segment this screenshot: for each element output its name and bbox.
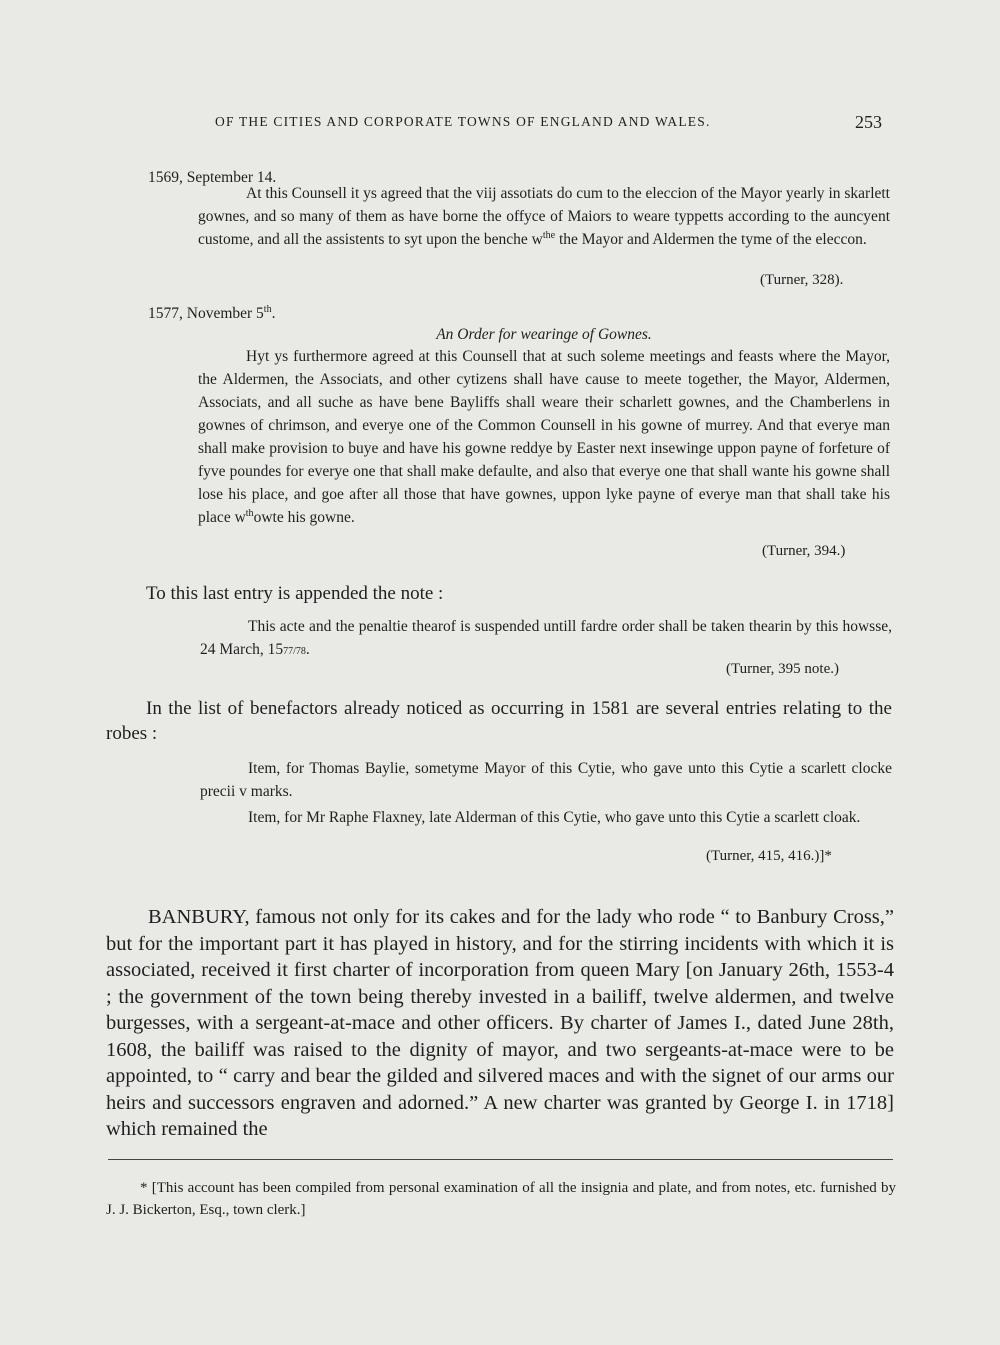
items-reference: (Turner, 415, 416.)]* bbox=[706, 848, 832, 864]
benefactor-item-2: Item, for Mr Raphe Flaxney, late Alderman of this Cytie, who gave unto this Cytie a scarlett cloak. bbox=[248, 809, 861, 826]
entry-1569-text: At this Counsell it ys agreed that the viij assotiats do cum to the eleccion of the Mayor yearly in skarlett gownes, and so many of them as have borne the offyce of Maiors to weare typpetts according to the auncyent custome, and all the assistents to syt upon the benche $w^{the}$ the Mayor and Aldermen the tyme of the eleccon. bbox=[198, 185, 890, 248]
page-number: 253 bbox=[855, 112, 882, 132]
note-reference: (Turner, 395 note.) bbox=[726, 661, 839, 677]
footnote: * [This account has been compiled from personal examination of all the insignia and plate, and from notes, etc. furnished by J. J. Bickerton, Esq., town clerk.] bbox=[106, 1180, 896, 1218]
benefactor-item-1: Item, for Thomas Baylie, sometyme Mayor of this Cytie, who gave unto this Cytie a scarlett clocke precii v marks. bbox=[200, 760, 892, 800]
running-title: OF THE CITIES AND CORPORATE TOWNS OF ENGLAND AND WALES. bbox=[215, 114, 711, 129]
entry-1577-text: Hyt ys furthermore agreed at this Counsell that at such soleme meetings and feasts where the Mayor, the Aldermen, the Associats, and other cytizens shall have cause to meete together, the Mayor, Aldermen, Associats, and all suche as have bene Bayliffs shall weare their scharlett gownes, and the Chamberlens in gownes of chrimson, and everye one of the Common Counsell in his gowne of murrey. And that everye man shall make provision to buye and have his gowne reddye by Easter next insewinge uppon payne of forfeture of fyve poundes for everye one that shall make defaulte, and also that everye one that shall wante his gowne shall lose his place, and goe after all those that have gownes, uppon lyke payne of everye man that shall take his place $w^{th}owte$ his gowne. bbox=[198, 348, 890, 526]
entry-1577-date: 1577, November 5th. bbox=[148, 303, 276, 322]
entry-1577-title: An Order for wearinge of Gownes. bbox=[436, 326, 652, 343]
benefactors-intro: In the list of benefactors already noticed as occurring in 1581 are several entries relating to the robes : bbox=[106, 698, 892, 744]
entry-1569-date: 1569, September 14. bbox=[148, 169, 277, 186]
banbury-paragraph: BANBURY, famous not only for its cakes and for the lady who rode “ to Banbury Cross,” but for the important part it has played in history, and for the stirring incidents with which it is associated, received it first charter of incorporation from queen Mary [on January 26th, 1553-4 ; the government of the town being thereby invested in a bailiff, twelve aldermen, and twelve burgesses, with a sergeant-at-mace and other officers. By charter of James I., dated June 28th, 1608, the bailiff was raised to the dignity of mayor, and two sergeants-at-mace were to be appointed, to “ carry and bear the gilded and silvered maces and with the signet of our arms our heirs and successors engraven and adorned.” A new charter was granted by George I. in 1718] which remained the bbox=[106, 906, 894, 1140]
entry-1569-reference: (Turner, 328). bbox=[760, 272, 844, 288]
note-intro: To this last entry is appended the note : bbox=[146, 583, 444, 604]
entry-1577-reference: (Turner, 394.) bbox=[762, 543, 846, 559]
footnote-rule bbox=[108, 1159, 893, 1160]
note-text: This acte and the penaltie thearof is suspended untill fardre order shall be taken thearin by this howsse, 24 March, 1577/78. bbox=[200, 618, 892, 658]
